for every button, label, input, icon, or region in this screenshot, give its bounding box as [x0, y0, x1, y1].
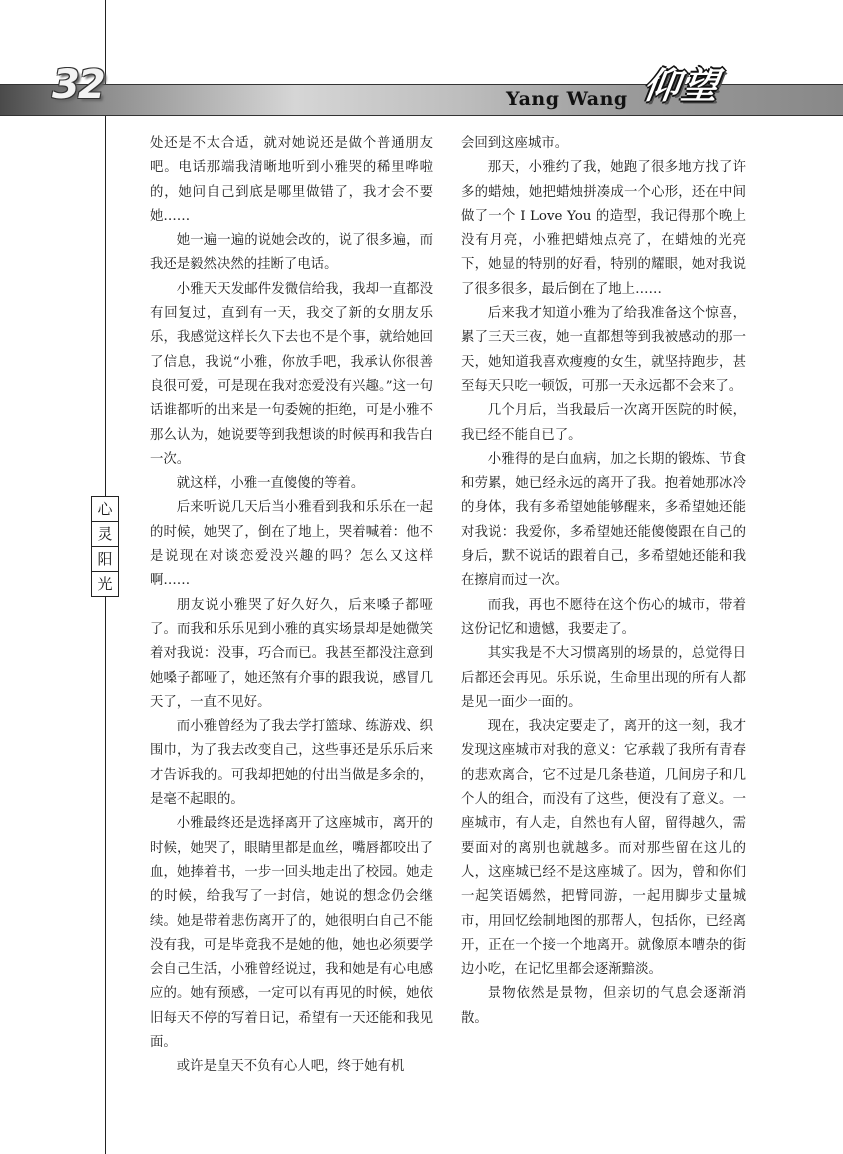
paragraph: 处还是不太合适，就对她说还是做个普通朋友吧。电话那端我清晰地听到小雅哭的稀里哗啦的，她问自己到底是哪里做错了，我才会不要她…… [150, 136, 433, 224]
paragraph: 现在，我决定要走了，离开的这一刻，我才发现这座城市对我的意义：它承载了我所有青春的悲欢离合，它不过是几条巷道，几间房子和几个人的组合，而没有了这些，便没有了意义。一座城市，有人走，自然也有人留，留得越久，需要面对的离别也就越多。而对那些留在这儿的人，这座城已经不是这座城了。因为，曾和你们一起笑语嫣然，把臂同游，一起用脚步丈量城市，用回忆绘制地图的那帮人，包括你，已经离开，正在一个接一个地离开。就像原本嘈杂的街边小吃，在记忆里都会逐渐黯淡。 [461, 719, 746, 978]
paragraph: 小雅得的是白血病，加之长期的锻炼、节食和劳累，她已经永远的离开了我。抱着她那冰冷的身体，我有多希望她能够醒来，多希望她还能对我说：我爱你，多希望她还能傻傻跟在自己的身后，默不说话的跟着自己，多希望她还能和我在擦肩而过一次。 [461, 451, 746, 589]
right-text-column [461, 132, 746, 1031]
section-side-label [91, 496, 119, 597]
paragraph: 小雅天天发邮件发微信给我，我却一直都没有回复过，直到有一天，我交了新的女朋友乐乐，我感觉这样长久下去也不是个事，就给她回了信息，我说“小雅，你放手吧，我承认你很善良很可爱，可是现在我对恋爱没有兴趣。”这一句话谁都听的出来是一句委婉的拒绝，可是小雅不那么认为，她说要等到我想谈的时候再和我告白一次。 [150, 281, 433, 467]
side-label-char: 阳 [92, 547, 118, 572]
left-text-column [150, 132, 433, 1080]
paragraph: 朋友说小雅哭了好久好久，后来嗓子都哑了。而我和乐乐见到小雅的真实场景却是她微笑着对我说：没事，巧合而已。我甚至都没注意到她嗓子都哑了，她还煞有介事的跟我说，感冒几天了，一直不见好。 [150, 597, 433, 710]
paragraph: 那天，小雅约了我，她跑了很多地方找了许多的蜡烛，她把蜡烛拼凑成一个心形，还在中间做了一个 I Love You 的造型，我记得那个晚上没有月亮，小雅把蜡烛点亮了，在蜡烛的光亮下，她显的特别的好看，特别的耀眼，她对我说了很多很多，最后倒在了地上…… [461, 160, 746, 297]
paragraph: 几个月后，当我最后一次离开医院的时候，我已经不能自已了。 [461, 403, 746, 443]
side-label-char: 光 [97, 575, 113, 593]
side-label-char: 心 [92, 497, 118, 522]
paragraph: 而我，再也不愿待在这个伤心的城市，带着这份记忆和遗憾，我要走了。 [461, 597, 746, 637]
side-label-char: 灵 [92, 522, 118, 547]
paragraph: 小雅最终还是选择离开了这座城市，离开的时候，她哭了，眼睛里都是血丝，嘴唇都咬出了血，她捧着书，一步一回头地走出了校园。她走的时候，给我写了一封信，她说的想念仍会继续。她是带着悲伤离开了的，她很明白自己不能没有我，可是毕竟我不是她的他，她也必须要学会自己生活，小雅曾经说过，我和她是有心电感应的。她有预感，一定可以有再见的时候，她依旧每天不停的写着日记，希望有一天还能和我见面。 [150, 816, 433, 1050]
paragraph: 而小雅曾经为了我去学打篮球、练游戏、织围巾，为了我去改变自己，这些事还是乐乐后来才告诉我的。可我却把她的付出当做是多余的，是毫不起眼的。 [150, 719, 433, 808]
paragraph: 会回到这座城市。 [461, 136, 569, 151]
header-title: Yang Wang [506, 88, 628, 110]
magazine-logo: 仰望 [640, 66, 723, 107]
paragraph: 她一遍一遍的说她会改的，说了很多遍，而我还是毅然决然的挂断了电话。 [150, 233, 433, 273]
paragraph: 后来我才知道小雅为了给我准备这个惊喜，累了三天三夜，她一直都想等到我被感动的那一天，她知道我喜欢瘦瘦的女生，就坚持跑步，甚至每天只吃一顿饭，可那一天永远都不会来了。 [461, 306, 746, 394]
paragraph: 就这样，小雅一直傻傻的等着。 [176, 476, 365, 492]
paragraph: 其实我是不大习惯离别的场景的，总觉得日后都还会再见。乐乐说，生命里出现的所有人都是见一面少一面的。 [461, 646, 746, 710]
paragraph: 后来听说几天后当小雅看到我和乐乐在一起的时候，她哭了，倒在了地上，哭着喊着：他不是说现在对谈恋爱没兴趣的吗？怎么又这样啊…… [150, 500, 433, 589]
page-number: 32 [52, 62, 104, 108]
paragraph: 景物依然是景物，但亲切的气息会逐渐消散。 [461, 986, 746, 1026]
paragraph: 或许是皇天不负有心人吧，终于她有机 [176, 1059, 405, 1075]
